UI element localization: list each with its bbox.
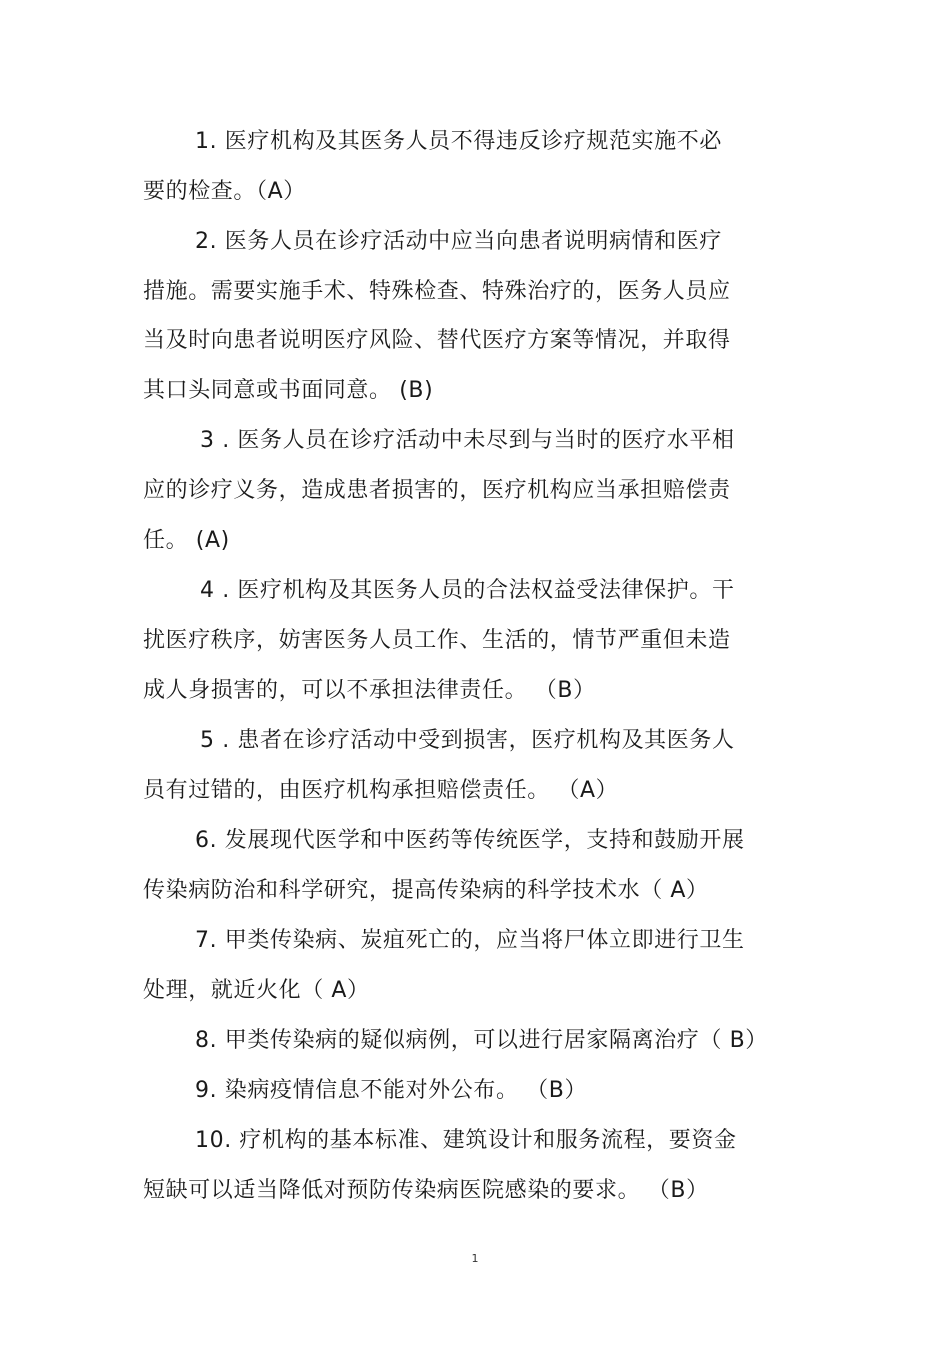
text-line: 应的诊疗义务，造成患者损害的，医疗机构应当承担赔偿责	[143, 478, 731, 503]
text-line: 成人身损害的，可以不承担法律责任。 （B）	[143, 678, 596, 703]
text-line: 当及时向患者说明医疗风险、替代医疗方案等情况，并取得	[143, 328, 731, 353]
text-line: 5 . 患者在诊疗活动中受到损害，医疗机构及其医务人	[200, 728, 735, 753]
text-line: 传染病防治和科学研究，提高传染病的科学技术水（ A）	[143, 878, 709, 903]
text-line: 短缺可以适当降低对预防传染病医院感染的要求。 （B）	[143, 1178, 709, 1203]
text-line: 9. 染病疫情信息不能对外公布。 （B）	[195, 1078, 588, 1103]
text-line: 员有过错的，由医疗机构承担赔偿责任。 （A）	[143, 778, 619, 803]
text-line: 措施。需要实施手术、特殊检查、特殊治疗的，医务人员应	[143, 279, 731, 304]
text-line: 6. 发展现代医学和中医药等传统医学，支持和鼓励开展	[195, 828, 745, 853]
text-line: 8. 甲类传染病的疑似病例，可以进行居家隔离治疗（ B）	[195, 1028, 768, 1053]
text-line: 4 . 医疗机构及其医务人员的合法权益受法律保护。干	[200, 578, 735, 603]
text-line: 其口头同意或书面同意。 (B)	[143, 378, 434, 403]
text-line: 3 . 医务人员在诊疗活动中未尽到与当时的医疗水平相	[200, 428, 735, 453]
text-line: 7. 甲类传染病、炭疽死亡的，应当将尸体立即进行卫生	[195, 928, 745, 953]
text-line: 1. 医疗机构及其医务人员不得违反诊疗规范实施不必	[195, 129, 722, 154]
text-line: 扰医疗秩序，妨害医务人员工作、生活的，情节严重但未造	[143, 628, 731, 653]
text-line: 2. 医务人员在诊疗活动中应当向患者说明病情和医疗	[195, 229, 722, 254]
text-line: 处理，就近火化（ A）	[143, 978, 370, 1003]
text-line: 要的检查。（A）	[143, 179, 306, 204]
text-line: 10. 疗机构的基本标准、建筑设计和服务流程，要资金	[195, 1128, 737, 1153]
text-line: 任。 (A)	[143, 528, 230, 553]
page-number: 1	[471, 1252, 479, 1265]
